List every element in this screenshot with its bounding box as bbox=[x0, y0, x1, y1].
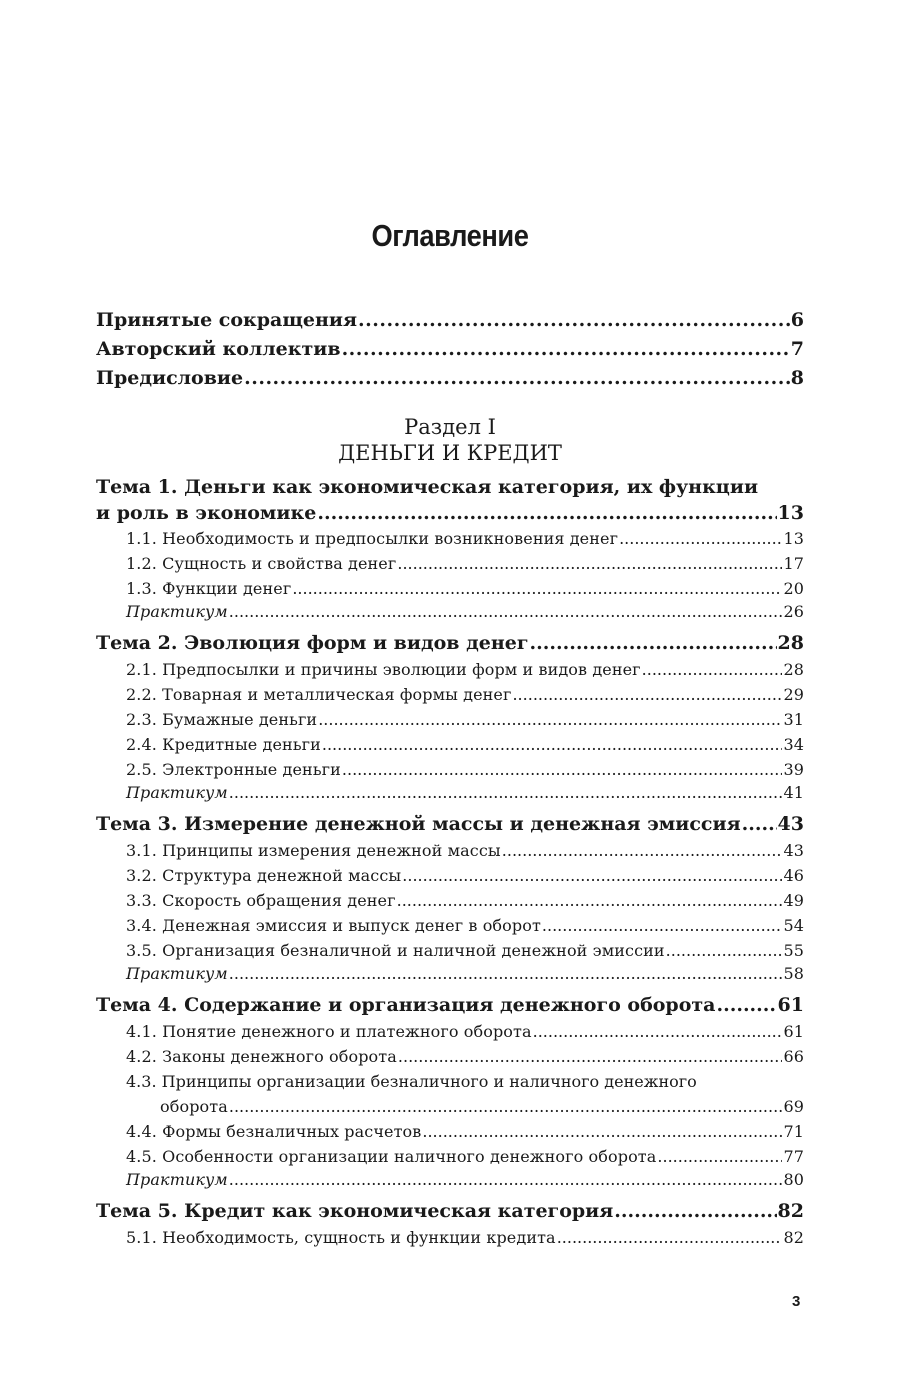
dot-leader bbox=[318, 707, 782, 732]
toc-entry-preface[interactable] bbox=[96, 364, 804, 393]
subentry-page: 54 bbox=[783, 916, 804, 935]
dot-leader bbox=[229, 601, 783, 623]
subentry-label: 4.5. Особенности организации наличного денежного оборота bbox=[126, 1147, 657, 1166]
dot-leader bbox=[229, 782, 783, 804]
subentry-page: 71 bbox=[783, 1122, 804, 1141]
toc-subentry[interactable] bbox=[96, 1019, 804, 1044]
toc-entry-page: 8 bbox=[790, 367, 804, 389]
dot-leader bbox=[229, 1094, 783, 1119]
dot-leader bbox=[342, 335, 790, 364]
practice-page: 80 bbox=[783, 1170, 804, 1189]
toc-subentry[interactable] bbox=[96, 1119, 804, 1144]
dot-leader bbox=[502, 838, 783, 863]
dot-leader bbox=[402, 863, 782, 888]
subentry-label: 4.2. Законы денежного оборота bbox=[126, 1047, 397, 1066]
practice-label: Практикум bbox=[126, 1170, 228, 1189]
toc-entry-page: 6 bbox=[790, 309, 804, 331]
subentry-label: 3.1. Принципы измерения денежной массы bbox=[126, 841, 501, 860]
dot-leader bbox=[666, 938, 783, 963]
toc-subentry[interactable] bbox=[96, 938, 804, 963]
toc-subentry[interactable] bbox=[96, 1144, 804, 1169]
topic-page: 43 bbox=[777, 813, 804, 835]
dot-leader bbox=[530, 629, 777, 657]
toc-subentry-wrapped-line: 4.3. Принципы организации безналичного и наличного денежного bbox=[126, 1072, 697, 1091]
practice-label: Практикум bbox=[126, 964, 228, 983]
toc-subentry[interactable] bbox=[96, 657, 804, 682]
subentry-label: 2.5. Электронные деньги bbox=[126, 760, 341, 779]
topic-heading[interactable] bbox=[96, 629, 804, 657]
topic-title: Тема 5. Кредит как экономическая категория bbox=[96, 1200, 614, 1222]
topic-page: 61 bbox=[777, 994, 804, 1016]
dot-leader bbox=[422, 1119, 782, 1144]
topic-title: Тема 3. Измерение денежной массы и денежная эмиссия bbox=[96, 813, 741, 835]
subentry-page: 31 bbox=[783, 710, 804, 729]
page-number: 3 bbox=[792, 1293, 801, 1310]
topic-5 bbox=[96, 1197, 804, 1250]
subentry-label: 2.3. Бумажные деньги bbox=[126, 710, 318, 729]
toc-subentry[interactable] bbox=[96, 551, 804, 576]
dot-leader bbox=[292, 576, 782, 601]
dot-leader bbox=[557, 1225, 783, 1250]
section-number: Раздел I bbox=[404, 415, 496, 439]
subentry-page: 46 bbox=[783, 866, 804, 885]
toc-subentry[interactable] bbox=[96, 757, 804, 782]
subentry-label: 2.1. Предпосылки и причины эволюции форм и видов денег bbox=[126, 660, 641, 679]
toc-subentry[interactable] bbox=[96, 863, 804, 888]
dot-leader bbox=[657, 1144, 782, 1169]
subentry-page: 39 bbox=[783, 760, 804, 779]
practice-page: 26 bbox=[783, 602, 804, 621]
subentry-label: 1.1. Необходимость и предпосылки возникновения денег bbox=[126, 529, 619, 548]
toc-subentry[interactable] bbox=[96, 526, 804, 551]
toc-subentry[interactable] bbox=[96, 1225, 804, 1250]
toc-practice[interactable] bbox=[96, 1169, 804, 1191]
subentry-page: 55 bbox=[783, 941, 804, 960]
topic-heading[interactable] bbox=[96, 474, 804, 526]
toc-subentry[interactable] bbox=[96, 682, 804, 707]
subentry-label: 3.2. Структура денежной массы bbox=[126, 866, 402, 885]
subentry-page: 82 bbox=[783, 1228, 804, 1247]
page-title: Оглавление bbox=[371, 218, 529, 253]
practice-page: 41 bbox=[783, 783, 804, 802]
front-matter-list bbox=[96, 306, 804, 393]
toc-entry-label: Авторский коллектив bbox=[96, 338, 341, 360]
subentry-page: 17 bbox=[783, 554, 804, 573]
toc-subentry[interactable] bbox=[96, 707, 804, 732]
subentry-page: 13 bbox=[783, 529, 804, 548]
topic-title: и роль в экономике bbox=[96, 502, 317, 524]
toc-subentry[interactable] bbox=[96, 1094, 804, 1119]
subentry-page: 66 bbox=[783, 1047, 804, 1066]
dot-leader bbox=[397, 551, 782, 576]
subentry-label: 3.3. Скорость обращения денег bbox=[126, 891, 396, 910]
topic-title-line: Тема 1. Деньги как экономическая категория, их функции bbox=[96, 476, 759, 498]
dot-leader bbox=[229, 963, 783, 985]
dot-leader bbox=[342, 757, 783, 782]
toc-entry-label: Предисловие bbox=[96, 367, 244, 389]
subentry-label: оборота bbox=[160, 1097, 228, 1116]
dot-leader bbox=[397, 888, 783, 913]
toc-subentry[interactable] bbox=[96, 732, 804, 757]
toc-entry-label: Принятые сокращения bbox=[96, 309, 358, 331]
topic-heading[interactable] bbox=[96, 1197, 804, 1225]
subentry-page: 29 bbox=[783, 685, 804, 704]
practice-page: 58 bbox=[783, 964, 804, 983]
topic-title: Тема 4. Содержание и организация денежного оборота bbox=[96, 994, 716, 1016]
subentry-page: 34 bbox=[783, 735, 804, 754]
topic-2 bbox=[96, 629, 804, 804]
dot-leader bbox=[358, 306, 790, 335]
topic-page: 28 bbox=[777, 632, 804, 654]
subentry-label: 5.1. Необходимость, сущность и функции кредита bbox=[126, 1228, 556, 1247]
topic-page: 13 bbox=[777, 502, 804, 524]
subentry-label: 4.1. Понятие денежного и платежного оборота bbox=[126, 1022, 532, 1041]
practice-label: Практикум bbox=[126, 783, 228, 802]
toc-subentry[interactable] bbox=[96, 913, 804, 938]
topic-1 bbox=[96, 474, 804, 623]
toc-entry-authors[interactable] bbox=[96, 335, 804, 364]
toc-practice[interactable] bbox=[96, 782, 804, 804]
dot-leader bbox=[619, 526, 782, 551]
subentry-page: 20 bbox=[783, 579, 804, 598]
dot-leader bbox=[533, 1019, 783, 1044]
dot-leader bbox=[398, 1044, 783, 1069]
subentry-label: 4.4. Формы безналичных расчетов bbox=[126, 1122, 422, 1141]
toc-practice[interactable] bbox=[96, 601, 804, 623]
toc-entry-abbreviations[interactable] bbox=[96, 306, 804, 335]
practice-label: Практикум bbox=[126, 602, 228, 621]
subentry-page: 49 bbox=[783, 891, 804, 910]
toc-practice[interactable] bbox=[96, 963, 804, 985]
topic-page: 82 bbox=[777, 1200, 804, 1222]
dot-leader bbox=[317, 500, 776, 526]
topics-list bbox=[96, 474, 804, 1256]
subentry-page: 28 bbox=[783, 660, 804, 679]
toc-subentry[interactable] bbox=[96, 888, 804, 913]
topic-title: Тема 2. Эволюция форм и видов денег bbox=[96, 632, 529, 654]
topic-heading[interactable] bbox=[96, 810, 804, 838]
subentry-page: 77 bbox=[783, 1147, 804, 1166]
dot-leader bbox=[716, 991, 776, 1019]
dot-leader bbox=[512, 682, 782, 707]
subentry-page: 43 bbox=[783, 841, 804, 860]
subentry-label: 1.2. Сущность и свойства денег bbox=[126, 554, 397, 573]
dot-leader bbox=[322, 732, 783, 757]
topic-3 bbox=[96, 810, 804, 985]
dot-leader bbox=[542, 913, 783, 938]
toc-entry-page: 7 bbox=[790, 338, 804, 360]
toc-subentry[interactable] bbox=[96, 1044, 804, 1069]
subentry-label: 1.3. Функции денег bbox=[126, 579, 292, 598]
topic-4 bbox=[96, 991, 804, 1191]
dot-leader bbox=[614, 1197, 776, 1225]
toc-subentry[interactable] bbox=[96, 838, 804, 863]
subentry-label: 2.2. Товарная и металлическая формы денег bbox=[126, 685, 512, 704]
topic-heading[interactable] bbox=[96, 991, 804, 1019]
subentry-page: 69 bbox=[783, 1097, 804, 1116]
dot-leader bbox=[229, 1169, 783, 1191]
subentry-label: 3.4. Денежная эмиссия и выпуск денег в оборот bbox=[126, 916, 541, 935]
toc-subentry[interactable] bbox=[96, 576, 804, 601]
subentry-page: 61 bbox=[783, 1022, 804, 1041]
subentry-label: 2.4. Кредитные деньги bbox=[126, 735, 321, 754]
section-name: ДЕНЬГИ И КРЕДИТ bbox=[338, 441, 562, 465]
subentry-label: 3.5. Организация безналичной и наличной денежной эмиссии bbox=[126, 941, 665, 960]
dot-leader bbox=[642, 657, 783, 682]
dot-leader bbox=[244, 364, 790, 393]
dot-leader bbox=[742, 810, 777, 838]
